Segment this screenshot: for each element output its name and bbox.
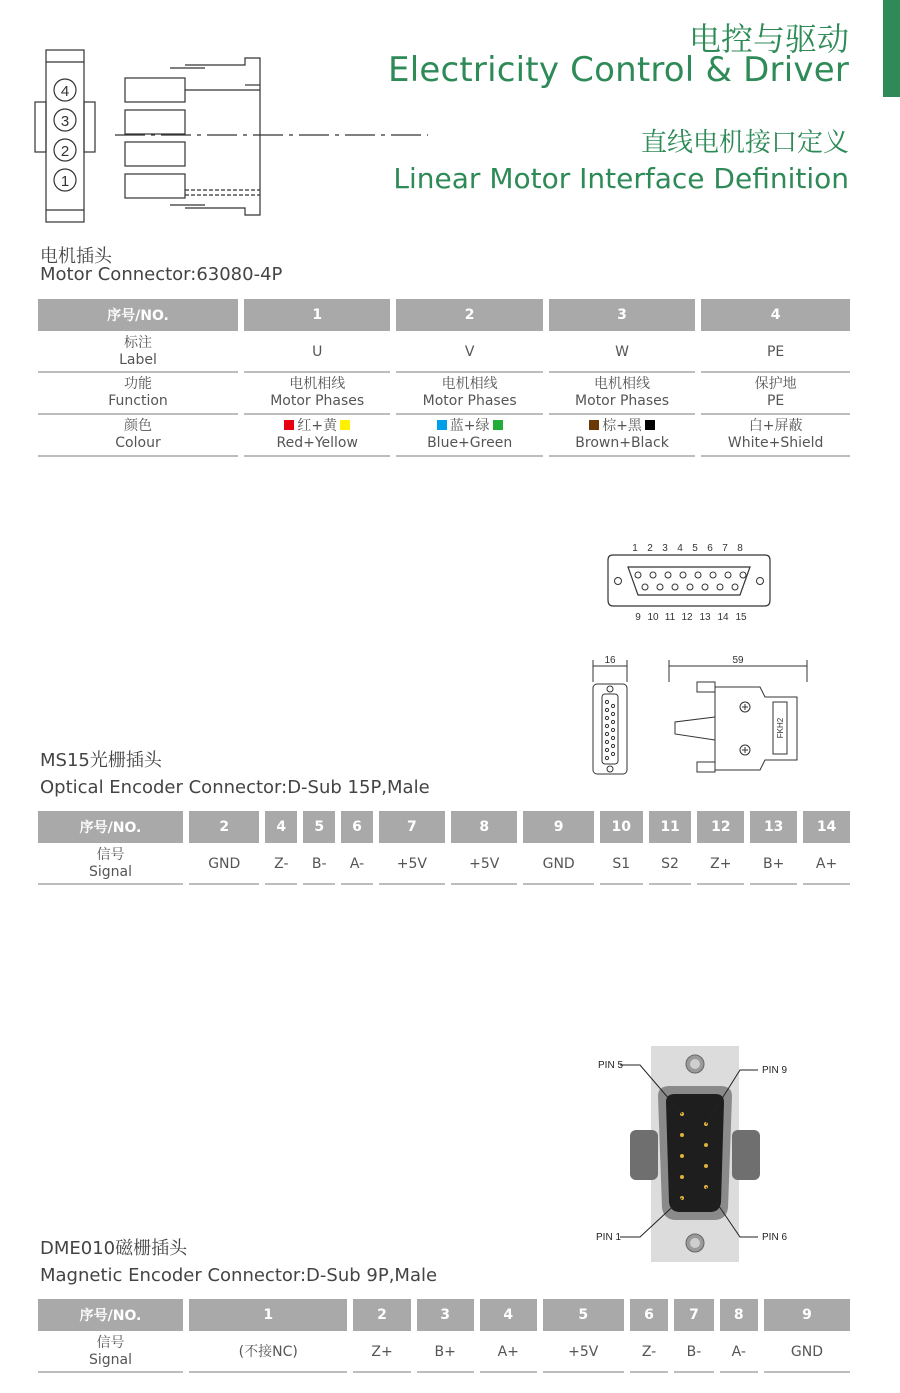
magnetic-caption-cn: DME010磁栅插头 (40, 1238, 188, 1259)
dsub15-dimension-drawing (585, 652, 815, 782)
colour-en: Brown+Black (575, 435, 669, 451)
function-cn: 电机相线 (289, 376, 346, 392)
dsub15-top-pin: 5 (692, 543, 698, 554)
motor-table (32, 299, 856, 457)
magnetic-caption-en: Magnetic Encoder Connector:D-Sub 9P,Male (40, 1265, 438, 1286)
dsub9-pin9-label: PIN 9 (762, 1065, 788, 1076)
function-en: Motor Phases (422, 393, 517, 409)
signal-cell: B- (674, 1331, 713, 1373)
signal-cell: B- (303, 843, 335, 885)
magnetic-signal-row (38, 1331, 850, 1373)
optical-header-pin: 2 (189, 811, 259, 843)
dsub15-bottom-pin: 13 (699, 612, 711, 623)
colour-cn: 棕+黑 (602, 418, 642, 434)
section-title-cn: 直线电机接口定义 (640, 128, 849, 158)
optical-header-pin: 14 (803, 811, 850, 843)
optical-header-pin: 9 (523, 811, 593, 843)
motor-pin-1: 1 (60, 173, 70, 190)
optical-caption-en: Optical Encoder Connector:D-Sub 15P,Male (40, 777, 430, 798)
dsub15-bottom-pin: 9 (635, 612, 641, 623)
motor-pin-2: 2 (60, 143, 70, 160)
optical-header-pin: 5 (303, 811, 335, 843)
signal-cell: GND (764, 1331, 850, 1373)
magnetic-header-pin: 8 (720, 1299, 758, 1331)
colour-cn: 蓝+绿 (449, 418, 490, 434)
row-title-cn: 信号 (96, 847, 125, 863)
motor-function-row (38, 373, 850, 415)
signal-cell: +5V (451, 843, 517, 885)
signal-cell: GND (189, 843, 259, 885)
optical-header-pin: 8 (451, 811, 517, 843)
optical-header-pin: 12 (697, 811, 744, 843)
dsub15-bottom-pin: 15 (735, 612, 747, 623)
row-title-en: Label (119, 352, 157, 368)
colour-en: Blue+Green (427, 435, 513, 451)
optical-header-pin: 7 (379, 811, 445, 843)
dsub15-top-pin: 7 (722, 543, 728, 554)
dsub9-pin6-label: PIN 6 (762, 1232, 788, 1243)
magnetic-header-pin: 1 (189, 1299, 347, 1331)
optical-header-pin: 13 (750, 811, 797, 843)
label-cell: W (549, 331, 695, 373)
signal-cell: A+ (480, 1331, 537, 1373)
magnetic-header-pin: 4 (480, 1299, 537, 1331)
label-cell: U (244, 331, 390, 373)
row-title-cn: 标注 (124, 335, 152, 351)
accent-bar (883, 0, 900, 97)
row-title-en: Signal (88, 1352, 132, 1368)
dsub15-bottom-pin: 10 (647, 612, 659, 623)
optical-header-pin: 6 (341, 811, 372, 843)
signal-cell: A+ (803, 843, 850, 885)
dsub9-pin1-label: PIN 1 (596, 1232, 622, 1243)
label-cell: V (396, 331, 542, 373)
dsub15-bottom-pin: 11 (664, 612, 676, 623)
signal-cell: Z- (630, 1331, 669, 1373)
section-title-en: Linear Motor Interface Definition (393, 162, 849, 195)
dsub15-length-dimension: 59 (732, 655, 744, 666)
dsub9-pin5-label: PIN 5 (598, 1060, 624, 1071)
magnetic-table (32, 1299, 856, 1373)
motor-connector-drawing (30, 40, 430, 230)
signal-cell: +5V (543, 1331, 624, 1373)
colour-swatch (645, 420, 655, 430)
row-title-en: Colour (115, 435, 161, 451)
optical-header-pin: 10 (600, 811, 643, 843)
colour-cn: 红+黄 (297, 418, 338, 434)
dsub15-top-pin: 6 (707, 543, 713, 554)
motor-header-no: 序号/NO. (38, 299, 238, 331)
function-en: Motor Phases (575, 393, 670, 409)
motor-caption-cn: 电机插头 (40, 246, 112, 267)
motor-header-1: 1 (244, 299, 390, 331)
motor-colour-row (38, 415, 850, 457)
signal-cell: Z- (265, 843, 297, 885)
motor-header-4: 4 (701, 299, 850, 331)
magnetic-header-pin: 5 (543, 1299, 624, 1331)
signal-cell: +5V (379, 843, 445, 885)
motor-pin-4: 4 (60, 83, 70, 100)
row-title-cn: 颜色 (124, 418, 152, 434)
magnetic-header-pin: 6 (630, 1299, 669, 1331)
dsub15-bottom-pin: 14 (717, 612, 729, 623)
label-cell: PE (701, 331, 850, 373)
colour-en: White+Shield (727, 435, 824, 451)
row-title-cn: 功能 (124, 376, 152, 392)
dsub15-top-pin: 4 (677, 543, 683, 554)
motor-header-3: 3 (549, 299, 695, 331)
page-title-en: Electricity Control & Driver (388, 50, 849, 90)
signal-cell: (不接NC) (189, 1331, 347, 1373)
function-cn: 电机相线 (441, 376, 498, 392)
signal-cell: Z+ (353, 1331, 410, 1373)
optical-header-no: 序号/NO. (38, 811, 183, 843)
row-title-en: Signal (88, 864, 132, 880)
colour-swatch (589, 420, 599, 430)
signal-cell: GND (523, 843, 593, 885)
optical-table (32, 811, 856, 885)
optical-signal-row (38, 843, 850, 885)
dsub15-width-dimension: 16 (604, 655, 616, 666)
motor-pin-3: 3 (60, 113, 70, 130)
dsub15-top-pin: 1 (632, 543, 638, 554)
optical-header-pin: 11 (649, 811, 692, 843)
magnetic-header-pin: 9 (764, 1299, 850, 1331)
motor-label-row (38, 331, 850, 373)
dsub15-top-pin: 8 (737, 543, 743, 554)
function-en: PE (766, 393, 785, 409)
dsub15-bottom-pin: 12 (681, 612, 693, 623)
magnetic-header-pin: 3 (417, 1299, 474, 1331)
function-cn: 保护地 (754, 376, 797, 392)
colour-swatch (284, 420, 294, 430)
dsub9-connector-drawing (590, 1040, 810, 1270)
function-cn: 电机相线 (594, 376, 651, 392)
optical-header-pin: 4 (265, 811, 297, 843)
dsub15-top-pin: 3 (662, 543, 668, 554)
signal-cell: B+ (750, 843, 797, 885)
colour-en: Red+Yellow (276, 435, 358, 451)
page-title-cn: 电控与驱动 (688, 20, 849, 58)
row-title-cn: 信号 (96, 1335, 125, 1351)
signal-cell: S2 (649, 843, 692, 885)
signal-cell: Z+ (697, 843, 744, 885)
function-en: Motor Phases (270, 393, 365, 409)
signal-cell: S1 (600, 843, 643, 885)
colour-swatch (493, 420, 503, 430)
signal-cell: A- (720, 1331, 758, 1373)
motor-header-2: 2 (396, 299, 542, 331)
dsub15-housing-label: FKH2 (776, 717, 785, 739)
signal-cell: B+ (417, 1331, 474, 1373)
colour-cn: 白+屏蔽 (748, 418, 803, 434)
motor-caption-en: Motor Connector:63080-4P (40, 264, 283, 285)
magnetic-header-pin: 7 (674, 1299, 713, 1331)
colour-swatch (340, 420, 350, 430)
signal-cell: A- (341, 843, 372, 885)
dsub15-top-pin: 2 (647, 543, 653, 554)
magnetic-header-pin: 2 (353, 1299, 410, 1331)
magnetic-header-no: 序号/NO. (38, 1299, 183, 1331)
colour-swatch (437, 420, 447, 430)
optical-caption-cn: MS15光栅插头 (40, 750, 162, 771)
row-title-en: Function (108, 393, 168, 409)
dsub15-face-drawing (600, 540, 780, 630)
